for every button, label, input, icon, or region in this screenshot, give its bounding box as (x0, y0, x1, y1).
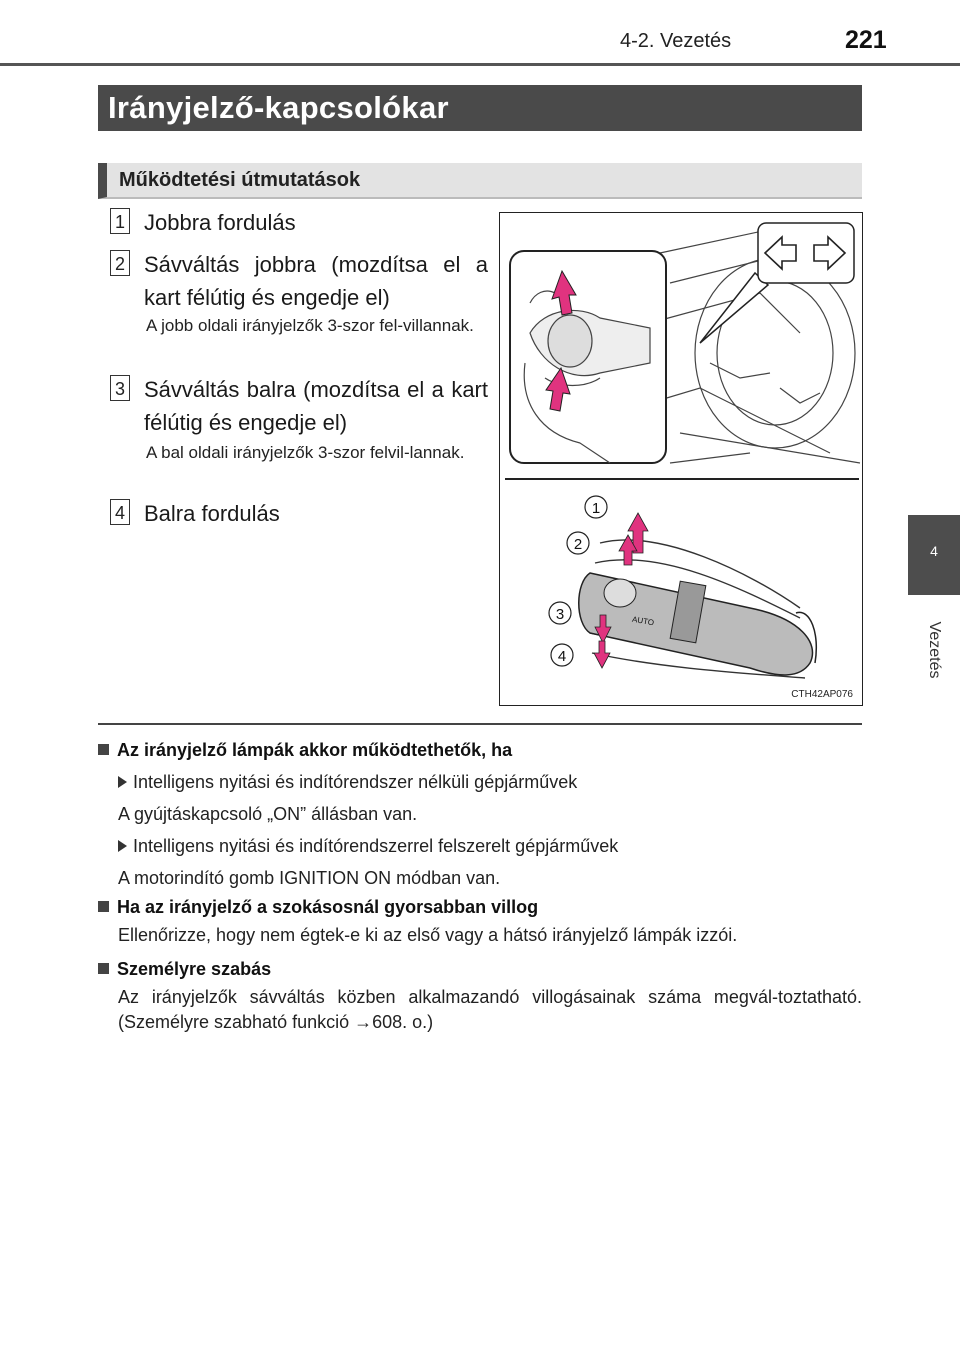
note-operation-conditions (98, 737, 862, 891)
note-text: A motorindító gomb IGNITION ON módban van. (118, 868, 501, 888)
note-heading: Ha az irányjelző a szokásosnál gyorsabban villog (117, 897, 539, 917)
step-note: A bal oldali irányjelzők 3-szor felvil-lannak. (146, 443, 465, 462)
note-fast-flashing (98, 894, 862, 948)
step-number-icon (110, 250, 130, 276)
step-title: Sávváltás jobbra (mozdítsa el a kart félútig és engedje el) (144, 252, 488, 310)
note-customization (98, 956, 862, 1035)
callout-4: 4 (557, 648, 567, 665)
step-number: 1 (114, 212, 126, 232)
step-title: Sávváltás balra (mozdítsa el a kart félútig és engedje el) (144, 377, 488, 435)
step-number-icon (110, 499, 130, 525)
page-number: 221 (845, 26, 887, 54)
note-heading: Személyre szabás (117, 959, 272, 979)
chapter-label-text: Vezetés (926, 621, 943, 679)
callout-1: 1 (591, 500, 601, 517)
square-bullet-icon (98, 744, 109, 755)
callout-2: 2 (573, 536, 583, 553)
step-title: Jobbra fordulás (144, 210, 296, 235)
step-number-icon (110, 208, 130, 234)
section-divider (98, 723, 862, 725)
note-text: Az irányjelzők sávváltás közben alkalmazandó villogásainak száma megvál-toztatható. (Személyre szabható funkció →608. o.) (118, 987, 862, 1032)
section-title: Irányjelző-kapcsolókar (108, 90, 449, 125)
callout-3: 3 (555, 606, 565, 623)
lever-illustration (500, 213, 863, 706)
note-bullet-text: Intelligens nyitási és indítórendszer nélküli gépjárművek (133, 772, 578, 792)
step-number-icon (110, 375, 130, 401)
note-heading: Az irányjelző lámpák akkor működtethetők, ha (117, 740, 513, 760)
note-text: Ellenőrizze, hogy nem égtek-e ki az első vagy a hátsó irányjelző lámpák izzói. (118, 925, 738, 945)
note-bullet-text: Intelligens nyitási és indítórendszerrel felszerelt gépjárművek (133, 836, 619, 856)
note-text: A gyújtáskapcsoló „ON” állásban van. (118, 804, 418, 824)
triangle-bullet-icon (118, 776, 127, 788)
section-title-bar (98, 85, 862, 131)
square-bullet-icon (98, 901, 109, 912)
callout-pointer (700, 273, 768, 343)
subsection-title: Működtetési útmutatások (119, 169, 361, 191)
subsection-title-bar (98, 163, 862, 199)
step-title: Balra fordulás (144, 501, 280, 526)
square-bullet-icon (98, 963, 109, 974)
triangle-bullet-icon (118, 840, 127, 852)
step-note: A jobb oldali irányjelzők 3-szor fel-villannak. (146, 316, 474, 335)
arrow-4-icon (594, 641, 610, 668)
step-number: 3 (114, 379, 126, 399)
header-section-title: 4-2. Vezetés (620, 30, 732, 52)
figure-code: CTH42AP076 (788, 688, 856, 701)
turn-signal-lever-figure (499, 212, 863, 706)
chapter-tab[interactable]: 4 (908, 515, 960, 595)
chapter-label (912, 605, 956, 695)
step-number: 4 (114, 503, 126, 523)
auto-label: AUTO (631, 614, 655, 628)
step-number: 2 (114, 254, 126, 274)
header-rule (0, 63, 960, 66)
